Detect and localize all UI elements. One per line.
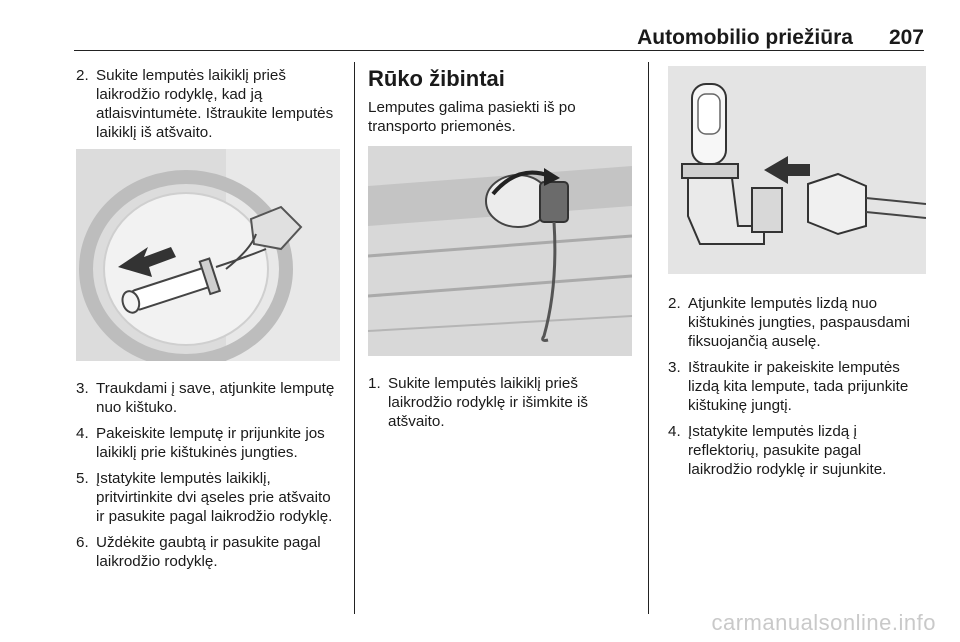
step-item [668,358,926,415]
headlamp-bulb-removal-illustration [76,149,340,361]
column-divider-1 [354,62,355,614]
step-number: 2. [668,295,681,312]
column-2 [368,66,634,438]
step-item [76,469,342,526]
step-text: Uždėkite gaubtą ir pasukite pagal laikrodžio rodyklę. [96,534,321,570]
step-item [668,294,926,351]
fog-lamp-underside-illustration [368,146,632,356]
bulb-socket-connector-illustration [668,66,926,274]
step-number: 3. [76,380,89,397]
chapter-title: Automobilio priežiūra [637,26,853,49]
header-rule [74,50,924,51]
watermark: carmanualsonline.info [711,610,936,635]
step-text: Ištraukite ir pakeiskite lemputės lizdą kita lempute, tada prijunkite kištukinę jungtį. [688,359,909,414]
section-intro: Lemputes galima pasiekti iš po transporto priemonės. [368,99,576,135]
section-heading: Rūko žibintai [368,66,505,91]
step-text: Įstatykite lemputės lizdą į reflektorių, pasukite pagal laikrodžio rodyklę ir sujunkite. [688,423,887,478]
step-number: 3. [668,359,681,376]
step-item [76,533,342,571]
page-number: 207 [888,26,924,49]
column-3 [668,66,926,486]
step-text: Pakeiskite lemputę ir prijunkite jos laikiklį prie kištukinės jungties. [96,425,325,461]
step-number: 2. [76,67,89,84]
step-number: 4. [76,425,89,442]
step-text: Sukite lemputės laikiklį prieš laikrodžio rodyklę ir išimkite iš atšvaito. [388,375,589,430]
steps-list-bottom [76,379,342,571]
step-item [668,422,926,479]
column-1 [76,66,342,578]
step-text: Sukite lemputės laikiklį prieš laikrodžio rodyklę, kad ją atlaisvintumėte. Ištraukite lemputės laikiklį iš atšvaito. [96,67,334,141]
step-item [76,66,342,142]
step-number: 1. [368,375,381,392]
step-item [368,374,634,431]
column-divider-2 [648,62,649,614]
steps-list-top [76,66,342,142]
step-text: Traukdami į save, atjunkite lemputę nuo kištuko. [96,380,335,416]
step-number: 6. [76,534,89,551]
steps-list [668,294,926,479]
step-number: 5. [76,470,89,487]
step-item [76,379,342,417]
step-text: Atjunkite lemputės lizdą nuo kištukinės jungties, paspausdami fiksuojančią auselę. [688,295,911,350]
step-number: 4. [668,423,681,440]
step-item [76,424,342,462]
step-text: Įstatykite lemputės laikiklį, pritvirtinkite dvi ąseles prie atšvaito ir pasukite pagal laikrodžio rodyklę. [96,470,333,525]
steps-list [368,374,634,431]
